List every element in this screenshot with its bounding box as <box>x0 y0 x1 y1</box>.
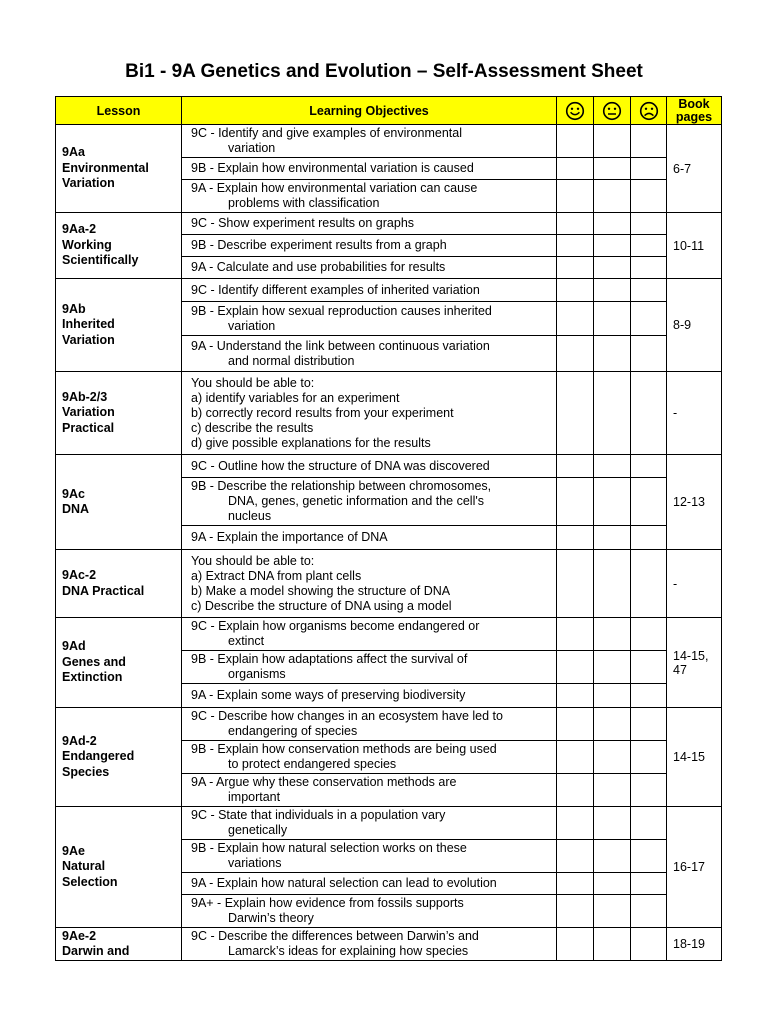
rating-sad-cell[interactable] <box>631 158 667 180</box>
objective-cell <box>182 158 557 180</box>
objective-text: 9B - Describe the relationship between chromosomes, <box>191 479 492 493</box>
lesson-cell: 9Aa Environmental Variation <box>56 125 182 213</box>
rating-sad-cell[interactable] <box>631 840 667 873</box>
objective-cell <box>182 478 557 526</box>
objective-text: You should be able to: a) identify variables for an experiment b) correctly record results from your experiment c) describe the results d) give possible explanations for the results <box>191 375 454 450</box>
objective-cell <box>182 336 557 372</box>
lesson-cell: 9Ab-2/3 Variation Practical <box>56 372 182 455</box>
objective-text: 9B - Explain how adaptations affect the survival of <box>191 652 468 666</box>
lesson-header: Lesson <box>56 97 182 125</box>
rating-neutral-cell[interactable] <box>594 807 631 840</box>
objective-cell <box>182 180 557 213</box>
rating-happy-cell[interactable] <box>557 455 594 478</box>
lesson-cell: 9Aa-2 Working Scientifically <box>56 213 182 279</box>
rating-happy-cell[interactable] <box>557 180 594 213</box>
objective-text: 9A - Calculate and use probabilities for results <box>191 260 446 274</box>
objective-continuation: Darwin’s theory <box>228 911 314 925</box>
objective-cell <box>182 550 557 618</box>
book-pages-cell: 16-17 <box>667 807 722 928</box>
lesson-cell: 9Ac-2 DNA Practical <box>56 550 182 618</box>
table-row <box>56 125 722 158</box>
rating-happy-cell[interactable] <box>557 526 594 550</box>
rating-happy-cell[interactable] <box>557 372 594 455</box>
lesson-cell: 9Ae-2 Darwin and <box>56 928 182 961</box>
objective-cell <box>182 774 557 807</box>
objective-cell <box>182 125 557 158</box>
smiley-happy-icon <box>565 101 585 121</box>
objective-cell <box>182 235 557 257</box>
rating-happy-cell[interactable] <box>557 840 594 873</box>
rating-happy-cell[interactable] <box>557 550 594 618</box>
book-pages-cell: 14-15 <box>667 708 722 807</box>
objective-text: 9A - Explain how natural selection can lead to evolution <box>191 876 497 890</box>
rating-sad-cell[interactable] <box>631 257 667 279</box>
rating-sad-cell[interactable] <box>631 279 667 302</box>
objectives-header: Learning Objectives <box>182 97 557 125</box>
rating-happy-cell[interactable] <box>557 478 594 526</box>
book-pages-cell: 14-15, 47 <box>667 618 722 708</box>
objective-text: 9C - Describe how changes in an ecosystem have led to <box>191 709 503 723</box>
lesson-cell: 9Ac DNA <box>56 455 182 550</box>
table-row <box>56 550 722 618</box>
objective-continuation: genetically <box>228 823 288 837</box>
rating-sad-cell[interactable] <box>631 550 667 618</box>
book-pages-header: Book pages <box>667 97 722 125</box>
happy-header <box>557 97 594 125</box>
rating-neutral-cell[interactable] <box>594 279 631 302</box>
objective-cell <box>182 840 557 873</box>
objective-continuation: important <box>228 790 281 804</box>
rating-sad-cell[interactable] <box>631 684 667 708</box>
rating-happy-cell[interactable] <box>557 125 594 158</box>
rating-happy-cell[interactable] <box>557 279 594 302</box>
objective-continuation: extinct <box>228 634 265 648</box>
book-pages-cell: 10-11 <box>667 213 722 279</box>
rating-sad-cell[interactable] <box>631 125 667 158</box>
rating-neutral-cell[interactable] <box>594 372 631 455</box>
lesson-cell: 9Ab Inherited Variation <box>56 279 182 372</box>
rating-sad-cell[interactable] <box>631 526 667 550</box>
objective-text: 9A+ - Explain how evidence from fossils supports <box>191 896 464 910</box>
rating-sad-cell[interactable] <box>631 372 667 455</box>
rating-sad-cell[interactable] <box>631 180 667 213</box>
table-row <box>56 928 722 961</box>
rating-neutral-cell[interactable] <box>594 618 631 651</box>
rating-sad-cell[interactable] <box>631 741 667 774</box>
objective-text: 9B - Explain how natural selection works on these <box>191 841 467 855</box>
rating-happy-cell[interactable] <box>557 336 594 372</box>
rating-happy-cell[interactable] <box>557 158 594 180</box>
lesson-cell: 9Ad Genes and Extinction <box>56 618 182 708</box>
objective-continuation: nucleus <box>228 509 272 523</box>
rating-sad-cell[interactable] <box>631 478 667 526</box>
rating-neutral-cell[interactable] <box>594 708 631 741</box>
book-pages-cell: - <box>667 372 722 455</box>
rating-sad-cell[interactable] <box>631 873 667 895</box>
rating-neutral-cell[interactable] <box>594 895 631 928</box>
rating-neutral-cell[interactable] <box>594 213 631 235</box>
rating-sad-cell[interactable] <box>631 895 667 928</box>
objective-text: 9A - Explain the importance of DNA <box>191 530 388 544</box>
objective-cell <box>182 684 557 708</box>
objective-continuation: DNA, genes, genetic information and the cell's <box>228 494 484 508</box>
rating-neutral-cell[interactable] <box>594 774 631 807</box>
objective-text: 9C - Describe the differences between Darwin’s and <box>191 929 479 943</box>
objective-cell <box>182 455 557 478</box>
rating-neutral-cell[interactable] <box>594 235 631 257</box>
objective-continuation: variation <box>228 318 276 333</box>
objective-text: 9A - Understand the link between continuous variation <box>191 338 490 353</box>
rating-neutral-cell[interactable] <box>594 257 631 279</box>
rating-sad-cell[interactable] <box>631 651 667 684</box>
objective-cell <box>182 651 557 684</box>
objective-continuation: and normal distribution <box>228 353 355 368</box>
table-row <box>56 618 722 651</box>
rating-happy-cell[interactable] <box>557 774 594 807</box>
rating-neutral-cell[interactable] <box>594 840 631 873</box>
objective-cell <box>182 928 557 961</box>
rating-happy-cell[interactable] <box>557 873 594 895</box>
objective-continuation: variation <box>228 141 276 155</box>
rating-neutral-cell[interactable] <box>594 180 631 213</box>
rating-neutral-cell[interactable] <box>594 741 631 774</box>
objective-cell <box>182 213 557 235</box>
table-row <box>56 455 722 478</box>
lesson-cell: 9Ae Natural Selection <box>56 807 182 928</box>
rating-sad-cell[interactable] <box>631 302 667 336</box>
rating-neutral-cell[interactable] <box>594 336 631 372</box>
objective-cell <box>182 372 557 455</box>
rating-sad-cell[interactable] <box>631 708 667 741</box>
rating-sad-cell[interactable] <box>631 235 667 257</box>
objective-cell <box>182 708 557 741</box>
book-pages-cell: 18-19 <box>667 928 722 961</box>
book-pages-cell: 8-9 <box>667 279 722 372</box>
lesson-cell: 9Ad-2 Endangered Species <box>56 708 182 807</box>
rating-sad-cell[interactable] <box>631 336 667 372</box>
objective-text: 9B - Explain how conservation methods are being used <box>191 742 497 756</box>
rating-neutral-cell[interactable] <box>594 873 631 895</box>
rating-sad-cell[interactable] <box>631 928 667 961</box>
rating-happy-cell[interactable] <box>557 928 594 961</box>
rating-happy-cell[interactable] <box>557 708 594 741</box>
smiley-neutral-icon <box>602 101 622 121</box>
table-row <box>56 213 722 235</box>
rating-happy-cell[interactable] <box>557 684 594 708</box>
objective-text: 9C - Explain how organisms become endangered or <box>191 619 480 633</box>
rating-neutral-cell[interactable] <box>594 455 631 478</box>
objective-text: 9B - Explain how sexual reproduction causes inherited <box>191 303 492 318</box>
objective-text: 9B - Explain how environmental variation is caused <box>191 161 474 175</box>
rating-neutral-cell[interactable] <box>594 550 631 618</box>
objective-text: 9B - Describe experiment results from a graph <box>191 238 447 252</box>
rating-neutral-cell[interactable] <box>594 684 631 708</box>
objective-continuation: variations <box>228 856 282 870</box>
objective-cell <box>182 807 557 840</box>
rating-neutral-cell[interactable] <box>594 302 631 336</box>
page-title: Bi1 - 9A Genetics and Evolution – Self-Assessment Sheet <box>125 61 643 82</box>
rating-sad-cell[interactable] <box>631 807 667 840</box>
objective-cell <box>182 741 557 774</box>
objective-continuation: problems with classification <box>228 196 380 210</box>
rating-neutral-cell[interactable] <box>594 478 631 526</box>
rating-sad-cell[interactable] <box>631 213 667 235</box>
objective-continuation: organisms <box>228 667 286 681</box>
rating-happy-cell[interactable] <box>557 895 594 928</box>
rating-sad-cell[interactable] <box>631 455 667 478</box>
header-row <box>56 97 722 125</box>
rating-happy-cell[interactable] <box>557 741 594 774</box>
rating-neutral-cell[interactable] <box>594 651 631 684</box>
sad-header <box>631 97 667 125</box>
rating-sad-cell[interactable] <box>631 618 667 651</box>
objective-text: 9A - Explain some ways of preserving biodiversity <box>191 688 466 702</box>
objective-text: 9A - Argue why these conservation methods are <box>191 775 457 789</box>
rating-sad-cell[interactable] <box>631 774 667 807</box>
rating-happy-cell[interactable] <box>557 235 594 257</box>
objective-cell <box>182 895 557 928</box>
objective-cell <box>182 618 557 651</box>
objective-text: 9C - Show experiment results on graphs <box>191 216 415 230</box>
rating-neutral-cell[interactable] <box>594 928 631 961</box>
rating-neutral-cell[interactable] <box>594 526 631 550</box>
objective-continuation: Lamarck’s ideas for explaining how species <box>228 944 469 958</box>
neutral-header <box>594 97 631 125</box>
objective-cell <box>182 279 557 302</box>
table-row <box>56 807 722 840</box>
objective-cell <box>182 257 557 279</box>
table-row <box>56 279 722 302</box>
objective-text: 9A - Explain how environmental variation can cause <box>191 181 478 195</box>
book-pages-cell: 12-13 <box>667 455 722 550</box>
objective-cell <box>182 873 557 895</box>
objective-text: 9C - Outline how the structure of DNA was discovered <box>191 458 490 473</box>
table-row <box>56 372 722 455</box>
rating-neutral-cell[interactable] <box>594 158 631 180</box>
rating-happy-cell[interactable] <box>557 302 594 336</box>
smiley-sad-icon <box>639 101 659 121</box>
objective-continuation: endangering of species <box>228 724 358 738</box>
self-assessment-table <box>55 96 722 961</box>
objective-continuation: to protect endangered species <box>228 757 397 771</box>
rating-happy-cell[interactable] <box>557 618 594 651</box>
table-row <box>56 708 722 741</box>
objective-text: 9C - Identify different examples of inherited variation <box>191 282 480 297</box>
book-pages-cell: 6-7 <box>667 125 722 213</box>
rating-neutral-cell[interactable] <box>594 125 631 158</box>
objective-text: 9C - Identify and give examples of environmental <box>191 126 462 140</box>
objective-text: 9C - State that individuals in a population vary <box>191 808 446 822</box>
rating-happy-cell[interactable] <box>557 257 594 279</box>
objective-cell <box>182 526 557 550</box>
objective-cell <box>182 302 557 336</box>
book-pages-cell: - <box>667 550 722 618</box>
rating-happy-cell[interactable] <box>557 651 594 684</box>
rating-happy-cell[interactable] <box>557 213 594 235</box>
objective-text: You should be able to: a) Extract DNA from plant cells b) Make a model showing the structure of DNA c) Describe the structure of DNA using a model <box>191 553 452 613</box>
rating-happy-cell[interactable] <box>557 807 594 840</box>
